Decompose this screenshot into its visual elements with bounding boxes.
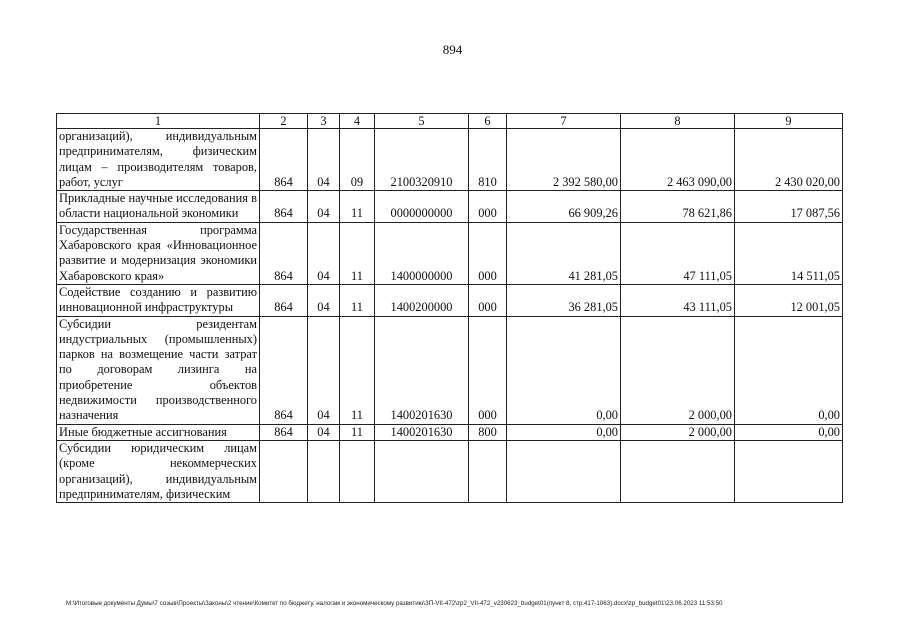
cell-subsection [340,440,375,502]
row-name: Государственная программа Хабаровского края «Инновационное развитие и модернизация экономики Хабаровского края» [57,222,260,284]
table-row [57,424,843,440]
column-header: 1 [57,114,260,129]
cell-code: 864 [260,222,308,284]
cell-subsection: 09 [340,129,375,191]
cell-code: 864 [260,191,308,223]
document-path-footer: M:\Итоговые документы Думы\7 созыв\Проекты\Законы\2 чтение\Комитет по бюджету, налогам и экономическому развитию\ЗП-VII-472\zp2_VII-472_v230623_budget01(пункт 8, стр.417-1063).docx\zp_budget01\23.06.2023 11:53:50 [66,600,723,607]
row-name: Иные бюджетные ассигнования [57,424,260,440]
cell-code: 864 [260,129,308,191]
table-row [57,284,843,316]
cell-subsection: 11 [340,191,375,223]
cell-target-article: 2100320910 [375,129,469,191]
cell-amount-7: 2 392 580,00 [507,129,621,191]
cell-expense-type: 000 [469,191,507,223]
cell-expense-type: 000 [469,284,507,316]
cell-target-article: 1400000000 [375,222,469,284]
cell-amount-9: 12 001,05 [735,284,843,316]
row-name: организаций), индивидуальным предпринимателям, физическим лицам – производителям товаров, работ, услуг [57,129,260,191]
cell-expense-type: 810 [469,129,507,191]
table-row [57,316,843,424]
cell-amount-8: 78 621,86 [621,191,735,223]
cell-amount-9 [735,440,843,502]
column-header: 2 [260,114,308,129]
cell-target-article: 1400201630 [375,424,469,440]
cell-amount-8: 2 000,00 [621,316,735,424]
cell-amount-8: 2 000,00 [621,424,735,440]
page-number: 894 [442,42,463,57]
column-header: 4 [340,114,375,129]
cell-code: 864 [260,316,308,424]
cell-amount-7: 41 281,05 [507,222,621,284]
cell-amount-8: 43 111,05 [621,284,735,316]
cell-subsection: 11 [340,316,375,424]
cell-target-article: 0000000000 [375,191,469,223]
cell-section [308,440,340,502]
cell-amount-7 [507,440,621,502]
row-name: Прикладные научные исследования в области национальной экономики [57,191,260,223]
cell-amount-7: 0,00 [507,424,621,440]
cell-target-article: 1400201630 [375,316,469,424]
cell-expense-type: 800 [469,424,507,440]
column-header: 8 [621,114,735,129]
cell-amount-7: 0,00 [507,316,621,424]
cell-section: 04 [308,129,340,191]
cell-target-article: 1400200000 [375,284,469,316]
column-header: 3 [308,114,340,129]
cell-amount-7: 66 909,26 [507,191,621,223]
table-row [57,191,843,223]
column-header: 6 [469,114,507,129]
cell-section: 04 [308,284,340,316]
cell-amount-8 [621,440,735,502]
cell-section: 04 [308,191,340,223]
row-name: Субсидии резидентам индустриальных (промышленных) парков на возмещение части затрат по договорам лизинга на приобретение объектов недвижимости производственного назначения [57,316,260,424]
cell-code: 864 [260,284,308,316]
cell-amount-7: 36 281,05 [507,284,621,316]
cell-subsection: 11 [340,424,375,440]
cell-target-article [375,440,469,502]
cell-subsection: 11 [340,222,375,284]
cell-expense-type: 000 [469,222,507,284]
cell-expense-type: 000 [469,316,507,424]
cell-amount-9: 0,00 [735,316,843,424]
column-header: 5 [375,114,469,129]
header-row [57,114,843,129]
cell-section: 04 [308,222,340,284]
cell-amount-8: 47 111,05 [621,222,735,284]
table-row [57,129,843,191]
cell-subsection: 11 [340,284,375,316]
cell-amount-9: 14 511,05 [735,222,843,284]
budget-table [56,113,843,503]
row-name: Субсидии юридическим лицам (кроме некоммерческих организаций), индивидуальным предпринимателям, физическим [57,440,260,502]
cell-amount-9: 0,00 [735,424,843,440]
cell-section: 04 [308,316,340,424]
cell-section: 04 [308,424,340,440]
cell-code [260,440,308,502]
cell-amount-9: 17 087,56 [735,191,843,223]
column-header: 7 [507,114,621,129]
cell-amount-8: 2 463 090,00 [621,129,735,191]
column-header: 9 [735,114,843,129]
cell-expense-type [469,440,507,502]
table-row [57,222,843,284]
table-row [57,440,843,502]
cell-code: 864 [260,424,308,440]
row-name: Содействие созданию и развитию инновационной инфраструктуры [57,284,260,316]
cell-amount-9: 2 430 020,00 [735,129,843,191]
